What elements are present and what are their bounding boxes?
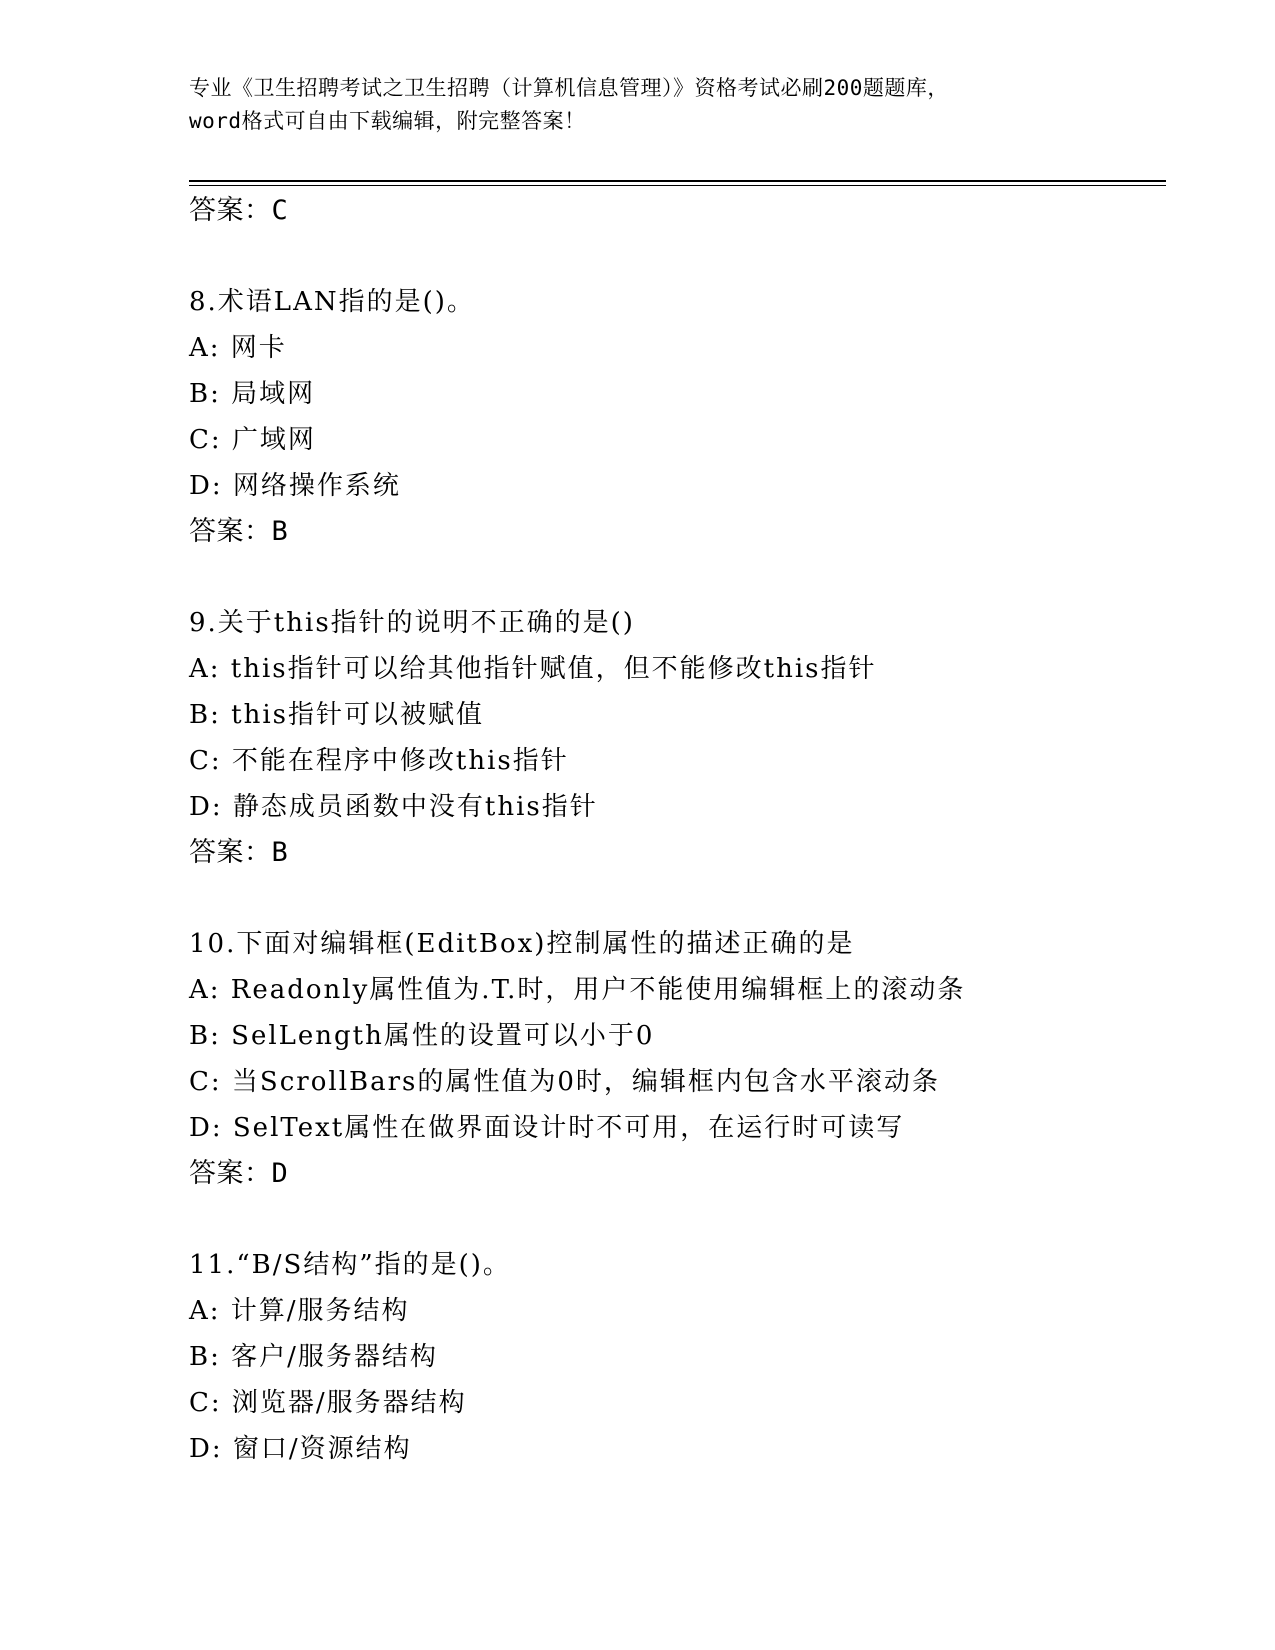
- question-block-9: [189, 600, 1169, 876]
- question-list: [189, 188, 1169, 1472]
- option-b: B: SelLength属性的设置可以小于0: [189, 1021, 655, 1051]
- header-line-2: word格式可自由下载编辑，附完整答案！: [189, 109, 586, 133]
- option-d: D: SelText属性在做界面设计时不可用，在运行时可读写: [189, 1113, 905, 1143]
- question-stem: 9.关于this指针的说明不正确的是(): [189, 608, 635, 638]
- option-b: B: 局域网: [189, 379, 316, 409]
- answer-line: 答案：B: [189, 516, 289, 547]
- question-stem: 10.下面对编辑框(EditBox)控制属性的描述正确的是: [189, 929, 855, 959]
- header-rule-thin: [189, 185, 1166, 186]
- question-block-10: [189, 921, 1169, 1197]
- option-b: B: this指针可以被赋值: [189, 700, 484, 730]
- answer-line: 答案：D: [189, 1158, 289, 1189]
- previous-answer: 答案：C: [189, 195, 289, 226]
- document-header: [189, 72, 1089, 138]
- option-a: A: 计算/服务结构: [189, 1296, 410, 1326]
- answer-line: 答案：B: [189, 837, 289, 868]
- option-b: B: 客户/服务器结构: [189, 1342, 438, 1372]
- question-block-11: [189, 1242, 1169, 1472]
- option-c: C: 不能在程序中修改this指针: [189, 746, 569, 776]
- header-rule-thick: [189, 180, 1166, 182]
- option-a: A: 网卡: [189, 333, 287, 363]
- option-a: A: Readonly属性值为.T.时，用户不能使用编辑框上的滚动条: [189, 975, 966, 1005]
- question-stem: 8.术语LAN指的是()。: [189, 287, 475, 317]
- option-d: D: 网络操作系统: [189, 471, 401, 501]
- option-a: A: this指针可以给其他指针赋值，但不能修改this指针: [189, 654, 877, 684]
- option-c: C: 当ScrollBars的属性值为0时，编辑框内包含水平滚动条: [189, 1067, 940, 1097]
- option-d: D: 窗口/资源结构: [189, 1434, 412, 1464]
- option-c: C: 浏览器/服务器结构: [189, 1388, 467, 1418]
- header-line-1: 专业《卫生招聘考试之卫生招聘（计算机信息管理）》资格考试必刷200题题库，: [189, 76, 949, 100]
- option-d: D: 静态成员函数中没有this指针: [189, 792, 598, 822]
- question-block-8: [189, 279, 1169, 555]
- option-c: C: 广域网: [189, 425, 316, 455]
- question-stem: 11.“B/S结构”指的是()。: [189, 1250, 511, 1280]
